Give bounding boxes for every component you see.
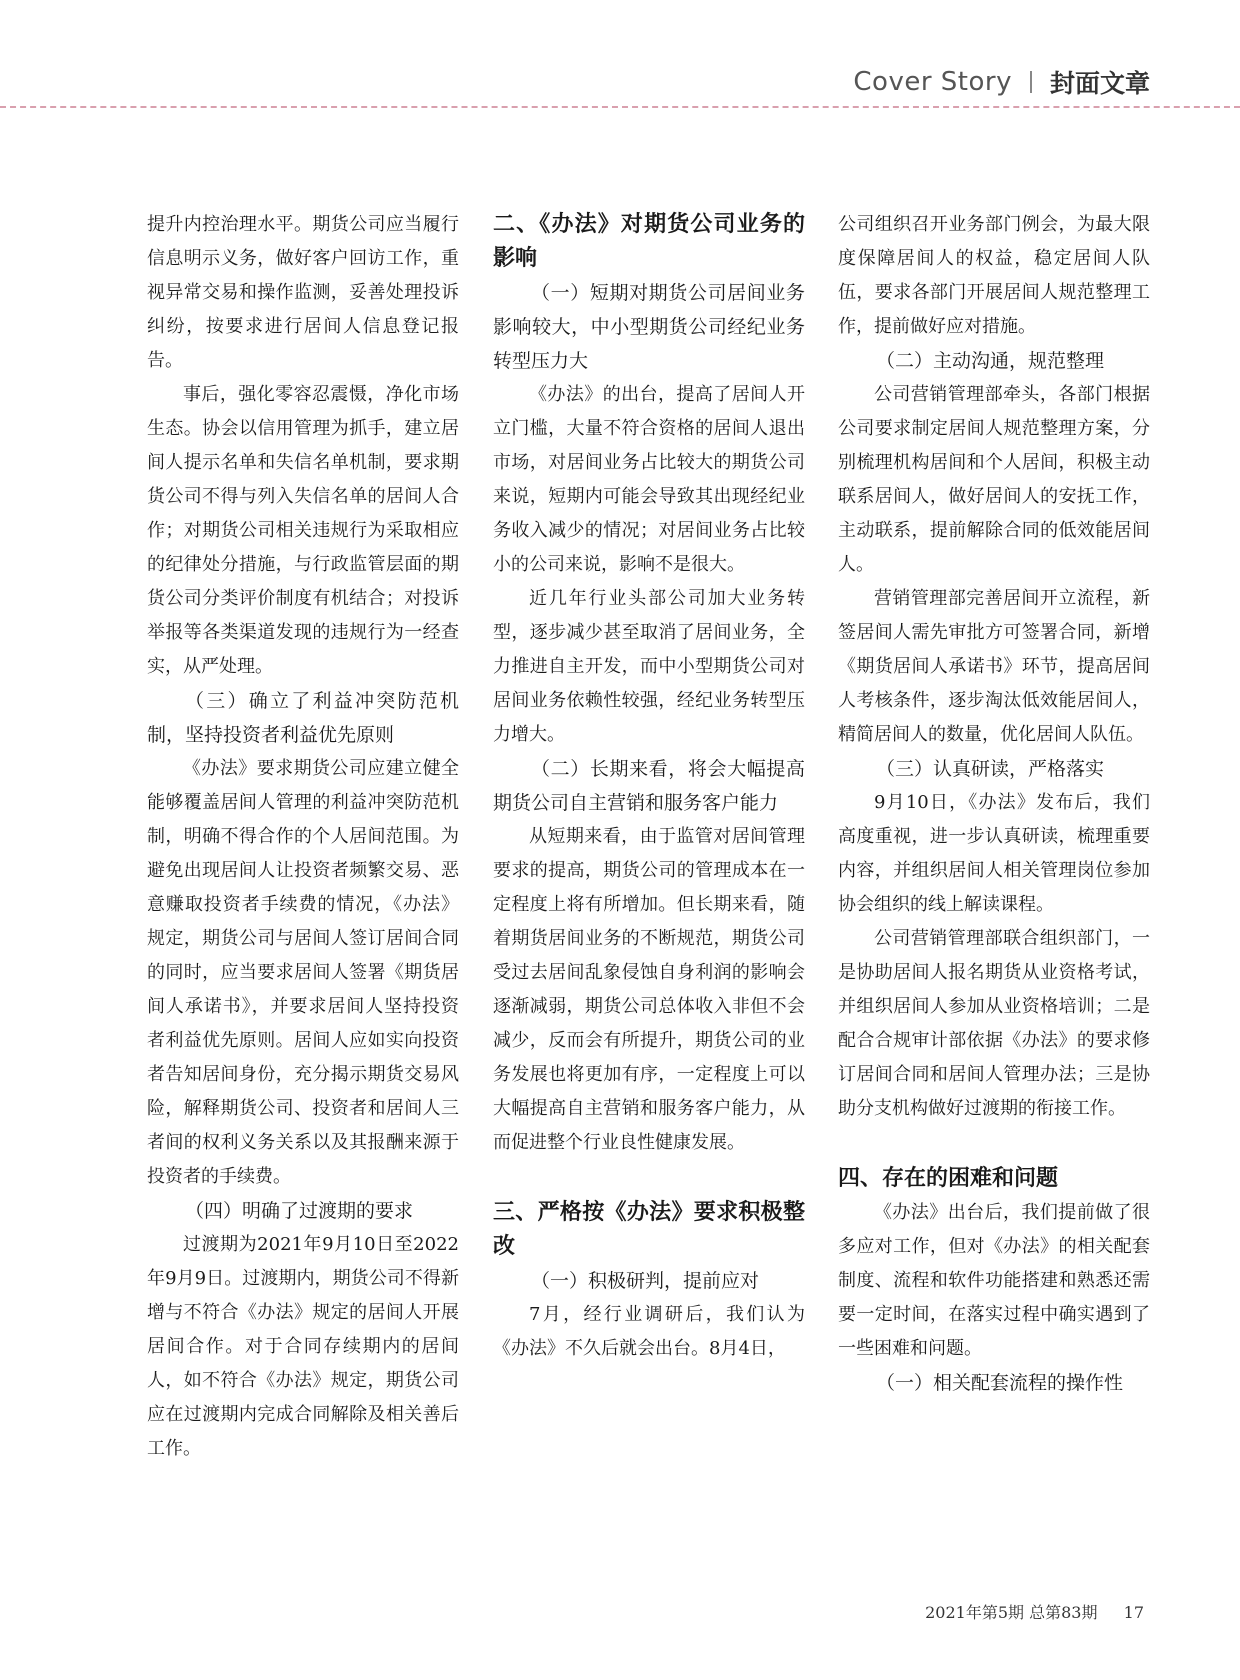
body-paragraph: 7月，经行业调研后，我们认为《办法》不久后就会出台。8月4日， (493, 1304, 805, 1359)
body-paragraph: 《办法》的出台，提高了居间人开立门槛，大量不符合资格的居间人退出市场，对居间业务占比较大的期货公司来说，短期内可能会导致其出现经纪业务收入减少的情况；对居间业务占比较小的公司来说，影响不是很大。 (493, 384, 805, 575)
body-paragraph: 营销管理部完善居间开立流程，新签居间人需先审批方可签署合同，新增《期货居间人承诺书》环节，提高居间人考核条件，逐步淘汰低效能居间人，精简居间人的数量，优化居间人队伍。 (838, 588, 1150, 745)
subsection-heading: （二）主动沟通，规范整理 (876, 350, 1105, 372)
subsection-heading: （一）相关配套流程的操作性 (876, 1372, 1124, 1394)
subsection-heading: （一）短期对期货公司居间业务影响较大，中小型期货公司经纪业务转型压力大 (493, 282, 805, 372)
section-header (853, 62, 1150, 102)
body-paragraph: 9月10日，《办法》发布后，我们高度重视，进一步认真研读，梳理重要内容，并组织居间人相关管理岗位参加协会组织的线上解读课程。 (838, 792, 1150, 915)
body-paragraph: 公司营销管理部联合组织部门，一是协助居间人报名期货从业资格考试，并组织居间人参加从业资格培训；二是配合合规审计部依据《办法》的要求修订居间合同和居间人管理办法；三是协助分支机构做好过渡期的衔接工作。 (838, 928, 1150, 1119)
subsection-heading: （一）积极研判，提前应对 (531, 1270, 760, 1292)
subsection-heading: （二）长期来看，将会大幅提高期货公司自主营销和服务客户能力 (493, 758, 805, 814)
article-column-2 (493, 208, 805, 1366)
body-paragraph: 提升内控治理水平。期货公司应当履行信息明示义务，做好客户回访工作，重视异常交易和操作监测，妥善处理投诉纠纷，按要求进行居间人信息登记报告。 (147, 214, 459, 371)
section-title-cn: 封面文章 (1049, 69, 1150, 98)
section-title-en: Cover Story (853, 67, 1012, 97)
section-heading: 三、严格按《办法》要求积极整改 (493, 1200, 805, 1259)
section-heading: 四、存在的困难和问题 (838, 1166, 1059, 1191)
header-divider (1030, 71, 1032, 93)
body-paragraph: 公司组织召开业务部门例会，为最大限度保障居间人的权益，稳定居间人队伍，要求各部门开展居间人规范整理工作，提前做好应对措施。 (838, 214, 1150, 337)
page-footer (925, 1600, 1144, 1623)
subsection-heading: （四）明确了过渡期的要求 (185, 1200, 414, 1222)
issue-info: 2021年第5期 总第83期 (925, 1603, 1098, 1622)
subsection-heading: （三）确立了利益冲突防范机制，坚持投资者利益优先原则 (147, 690, 459, 746)
body-paragraph: 《办法》出台后，我们提前做了很多应对工作，但对《办法》的相关配套制度、流程和软件功能搭建和熟悉还需要一定时间，在落实过程中确实遇到了一些困难和问题。 (838, 1202, 1150, 1359)
body-paragraph: 过渡期为2021年9月10日至2022年9月9日。过渡期内，期货公司不得新增与不符合《办法》规定的居间人开展居间合作。对于合同存续期内的居间人，如不符合《办法》规定，期货公司应在过渡期内完成合同解除及相关善后工作。 (147, 1234, 459, 1459)
body-paragraph: 事后，强化零容忍震慑，净化市场生态。协会以信用管理为抓手，建立居间人提示名单和失信名单机制，要求期货公司不得与列入失信名单的居间人合作；对期货公司相关违规行为采取相应的纪律处分措施，与行政监管层面的期货公司分类评价制度有机结合；对投诉举报等各类渠道发现的违规行为一经查实，从严处理。 (147, 384, 459, 677)
section-heading: 二、《办法》对期货公司业务的影响 (493, 212, 805, 271)
body-paragraph: 近几年行业头部公司加大业务转型，逐步减少甚至取消了居间业务，全力推进自主开发，而中小型期货公司对居间业务依赖性较强，经纪业务转型压力增大。 (493, 588, 805, 745)
body-paragraph: 从短期来看，由于监管对居间管理要求的提高，期货公司的管理成本在一定程度上将有所增加。但长期来看，随着期货居间业务的不断规范，期货公司受过去居间乱象侵蚀自身利润的影响会逐渐减弱，期货公司总体收入非但不会减少，反而会有所提升，期货公司的业务发展也将更加有序，一定程度上可以大幅提高自主营销和服务客户能力，从而促进整个行业良性健康发展。 (493, 826, 805, 1153)
header-dashed-rule (0, 106, 1240, 108)
page-number: 17 (1123, 1603, 1144, 1622)
body-paragraph: 公司营销管理部牵头，各部门根据公司要求制定居间人规范整理方案，分别梳理机构居间和个人居间，积极主动联系居间人，做好居间人的安抚工作，主动联系，提前解除合同的低效能居间人。 (838, 384, 1150, 575)
body-paragraph: 《办法》要求期货公司应建立健全能够覆盖居间人管理的利益冲突防范机制，明确不得合作的个人居间范围。为避免出现居间人让投资者频繁交易、恶意赚取投资者手续费的情况，《办法》规定，期货公司与居间人签订居间合同的同时，应当要求居间人签署《期货居间人承诺书》，并要求居间人坚持投资者利益优先原则。居间人应如实向投资者告知居间身份，充分揭示期货交易风险，解释期货公司、投资者和居间人三者间的权利义务关系以及其报酬来源于投资者的手续费。 (147, 758, 459, 1187)
article-column-3 (838, 208, 1150, 1400)
subsection-heading: （三）认真研读，严格落实 (876, 758, 1105, 780)
article-column-1 (147, 208, 459, 1466)
